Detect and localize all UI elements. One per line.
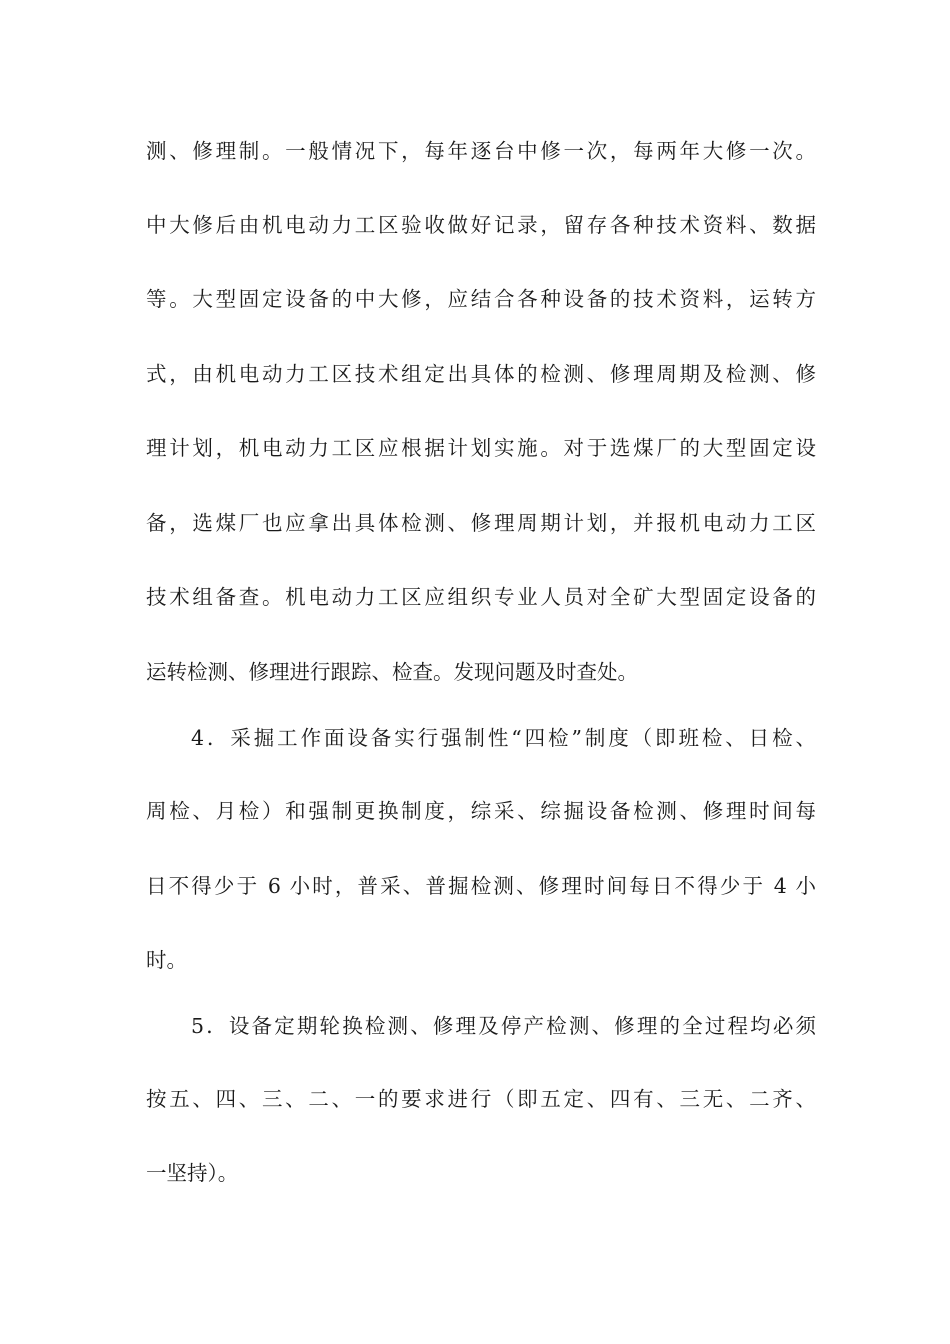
body-text-line: 备，选煤厂也应拿出具体检测、修理周期计划，并报机电动力工区 (146, 511, 816, 535)
body-text-line: 周检、月检）和强制更换制度，综采、综掘设备检测、修理时间每 (146, 799, 816, 823)
body-text-line: 运转检测、修理进行跟踪、检查。发现问题及时查处。 (146, 660, 638, 684)
paragraph-5-first-line: 5．设备定期轮换检测、修理及停产检测、修理的全过程均必须 (191, 1014, 816, 1038)
body-text-line: 中大修后由机电动力工区验收做好记录，留存各种技术资料、数据 (146, 213, 816, 237)
body-text-line: 测、修理制。一般情况下，每年逐台中修一次，每两年大修一次。 (146, 139, 816, 163)
body-text-line: 理计划，机电动力工区应根据计划实施。对于选煤厂的大型固定设 (146, 436, 816, 460)
paragraph-4-first-line: 4．采掘工作面设备实行强制性“四检”制度（即班检、日检、 (191, 726, 816, 750)
body-text-line: 一坚持）。 (146, 1161, 239, 1185)
body-text-line: 技术组备查。机电动力工区应组织专业人员对全矿大型固定设备的 (146, 585, 816, 609)
body-text-line: 按五、四、三、二、一的要求进行（即五定、四有、三无、二齐、 (146, 1087, 816, 1111)
body-text-line: 式，由机电动力工区技术组定出具体的检测、修理周期及检测、修 (146, 362, 816, 386)
body-text-line: 时。 (146, 948, 187, 972)
body-text-line: 等。大型固定设备的中大修，应结合各种设备的技术资料，运转方 (146, 287, 816, 311)
body-text-line: 日不得少于 6 小时，普采、普掘检测、修理时间每日不得少于 4 小 (146, 874, 816, 898)
